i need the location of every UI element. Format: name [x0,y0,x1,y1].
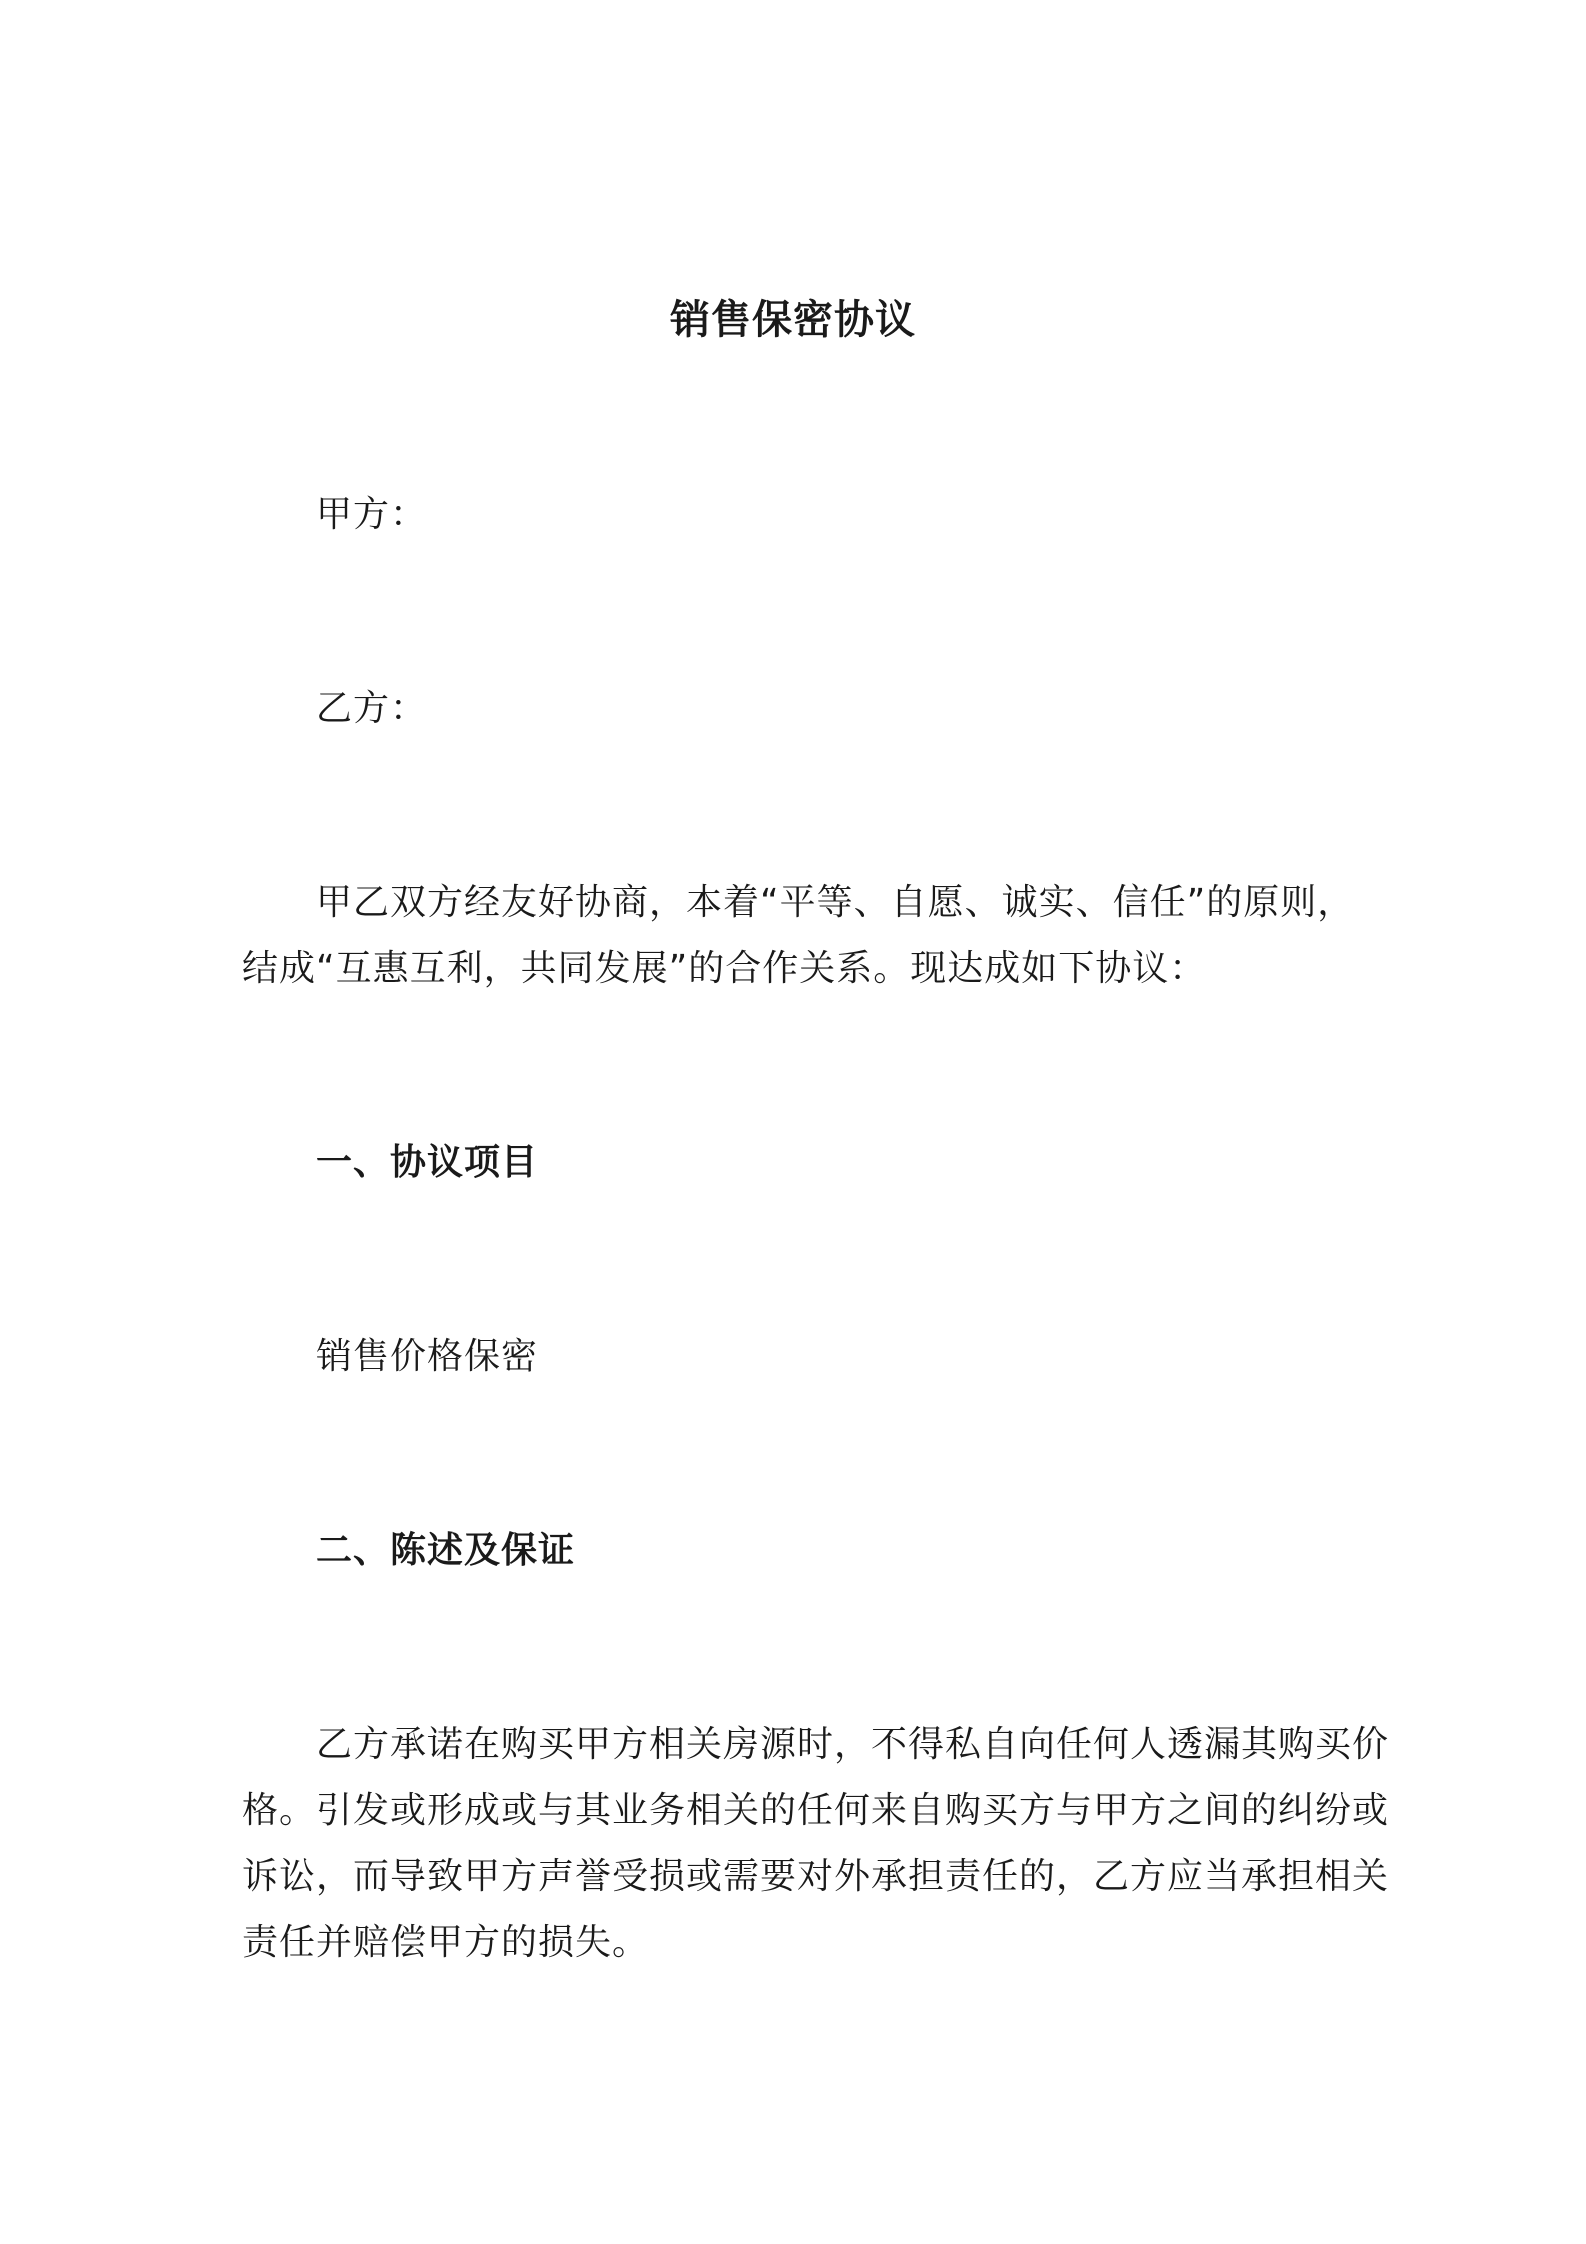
party-a-label: 甲方： [316,494,428,535]
section-1-content: 销售价格保密 [316,1336,539,1377]
section-2-line: 乙方承诺在购买甲方相关房源时，不得私自向任何人透漏其购买价 [316,1724,1390,1765]
section-1-heading: 一、协议项目 [316,1142,539,1183]
section-2-heading: 二、陈述及保证 [316,1530,576,1571]
section-2-line: 格。引发或形成或与其业务相关的任何来自购买方与甲方之间的纠纷或 [242,1790,1390,1831]
section-2-line: 责任并赔偿甲方的损失。 [242,1922,650,1963]
party-b-label: 乙方： [316,688,428,729]
document-title: 销售保密协议 [670,297,916,343]
section-2-line: 诉讼，而导致甲方声誉受损或需要对外承担责任的，乙方应当承担相关 [242,1856,1390,1897]
intro-line-1: 甲乙双方经友好协商，本着“平等、自愿、诚实、信任”的原则， [316,882,1355,923]
intro-line-2: 结成“互惠互利，共同发展”的合作关系。现达成如下协议： [242,948,1207,989]
